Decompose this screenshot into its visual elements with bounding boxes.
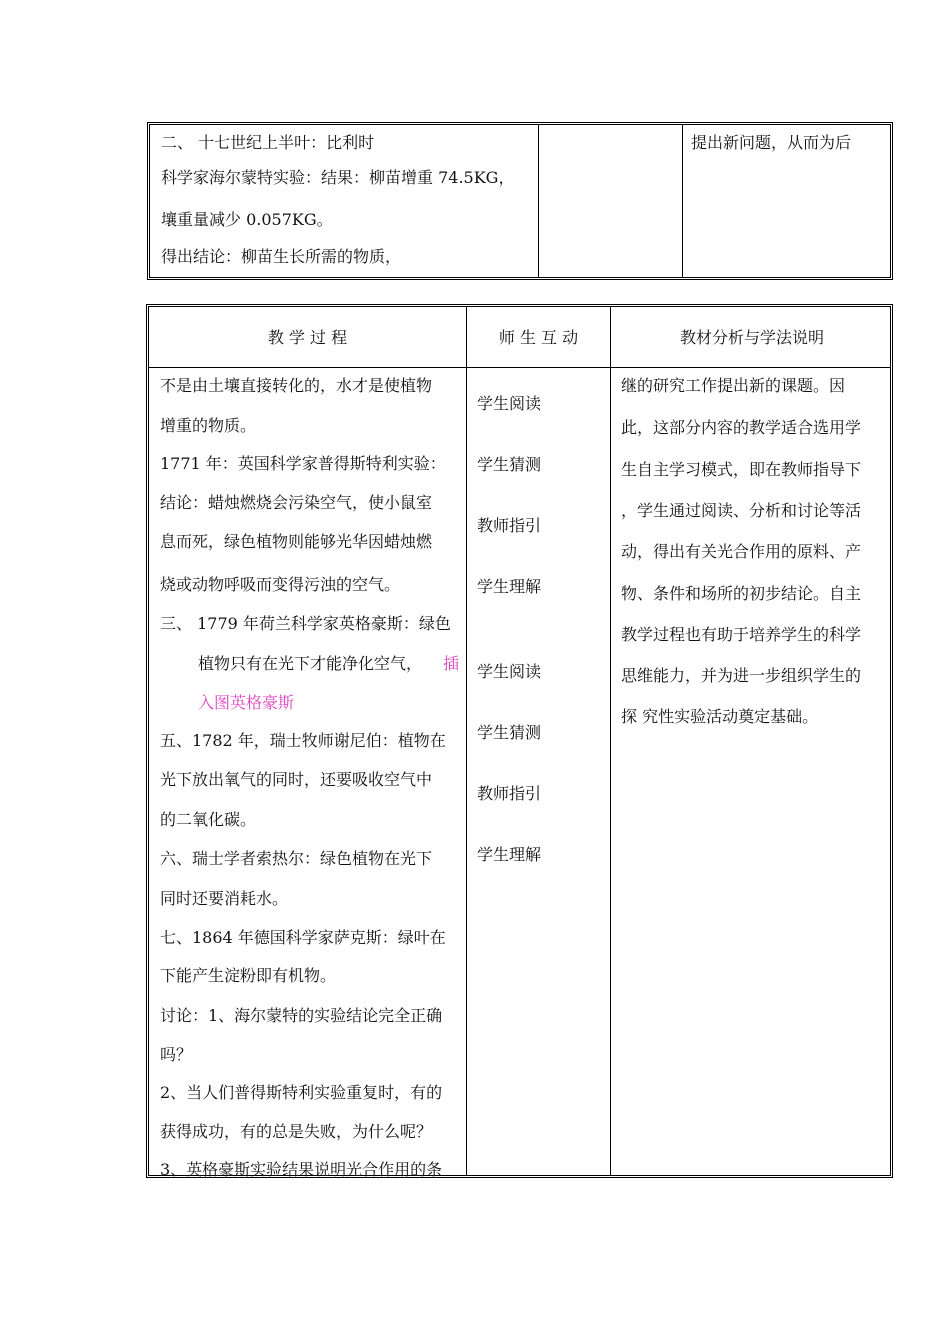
process-line: 1771 年：英国科学家普得斯特利实验： [160,454,446,473]
header-analysis: 教材分析与学法说明 [679,328,824,347]
t1-col1-line: 科学家海尔蒙特实验：结果：柳苗增重 74.5KG， [161,168,515,187]
t1-col1-line: 得出结论：柳苗生长所需的物质， [161,247,402,266]
interaction-item: 学生猜测 [477,455,542,474]
analysis-line: 生自主学习模式，即在教师指导下 [621,460,862,479]
analysis-line: 此，这部分内容的教学适合选用学 [621,418,862,437]
t1-col3-line: 提出新问题，从而为后 [691,133,852,152]
process-line: 2、当人们普得斯特利实验重复时，有的 [160,1083,443,1102]
analysis-line: 物、条件和场所的初步结论。自主 [621,584,862,603]
insert-figure-note: 插 [443,654,460,673]
process-line: 的二氧化碳。 [160,810,257,829]
process-line: 下能产生淀粉即有机物。 [160,966,337,985]
header-teaching-process: 教 学 过 程 [267,328,348,347]
analysis-line: 继的研究工作提出新的课题。因 [621,376,846,395]
process-line: 三、 1779 年荷兰科学家英格豪斯：绿色 [160,614,451,633]
process-line: 烧或动物呼吸而变得污浊的空气。 [160,575,401,594]
analysis-line: 动，得出有关光合作用的原料、产 [621,542,862,561]
process-line: 获得成功，有的总是失败，为什么呢？ [160,1122,433,1141]
header-interaction: 师 生 互 动 [498,328,579,347]
interaction-item: 学生阅读 [477,662,542,681]
process-line: 吗？ [160,1045,193,1064]
process-line: 结论：蜡烛燃烧会污染空气，使小鼠室 [160,493,433,512]
process-line: 植物只有在光下才能净化空气， [198,654,423,673]
process-line: 六、瑞士学者索热尔：绿色植物在光下 [160,849,433,868]
process-line: 不是由土壤直接转化的，水才是使植物 [160,376,433,395]
t1-col1-line: 二、 十七世纪上半叶：比利时 [161,133,375,152]
process-line: 3、英格豪斯实验结果说明光合作用的条 [160,1160,443,1179]
process-line: 息而死，绿色植物则能够光华因蜡烛燃 [160,532,433,551]
process-line: 光下放出氧气的同时，还要吸收空气中 [160,770,433,789]
process-line: 同时还要消耗水。 [160,889,289,908]
interaction-item: 教师指引 [477,516,542,535]
process-line: 增重的物质。 [160,416,257,435]
analysis-line: ，学生通过阅读、分析和讨论等活 [621,501,862,520]
interaction-item: 学生理解 [477,577,542,596]
interaction-item: 学生阅读 [477,394,542,413]
insert-figure-note: 入图英格豪斯 [198,693,295,712]
process-line: 五、1782 年，瑞士牧师谢尼伯：植物在 [160,731,446,750]
interaction-item: 学生理解 [477,845,542,864]
process-line: 讨论：1、海尔蒙特的实验结论完全正确 [160,1006,443,1025]
table-top [147,122,893,280]
t1-col1-line: 壤重量减少 0.057KG。 [161,210,333,229]
analysis-line: 思维能力，并为进一步组织学生的 [621,666,862,685]
interaction-item: 教师指引 [477,784,542,803]
interaction-item: 学生猜测 [477,723,542,742]
analysis-line: 探 究性实验活动奠定基础。 [621,707,819,726]
analysis-line: 教学过程也有助于培养学生的科学 [621,625,862,644]
table-main [146,304,893,1178]
process-line: 七、1864 年德国科学家萨克斯：绿叶在 [160,928,446,947]
